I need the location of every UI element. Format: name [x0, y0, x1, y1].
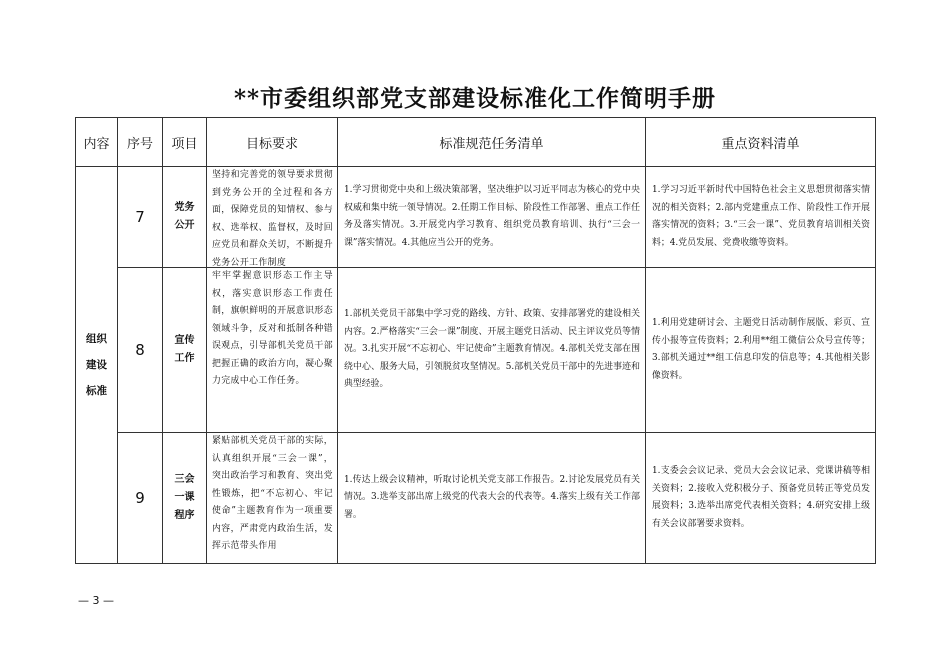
docs-cell: [646, 433, 876, 564]
item-label-line: 三会: [174, 474, 195, 485]
tasks-text: 1.学习贯彻党中央和上级决策部署，坚决维护以习近平同志为核心的党中央权威和集中统一领导情况。2.任期工作目标、阶段性工作部署、重点工作任务及落实情况。3.开展党内学习教育、组织党员教育培训、执行“三会一课”落实情况。4.其他应当公开的党务。: [344, 185, 640, 248]
item-cell: [163, 167, 207, 268]
table-row: [76, 433, 876, 564]
tasks-text: 1.部机关党员干部集中学习党的路线、方针、政策、安排部署党的建设相关内容。2.严格落实“三会一课”制度、开展主题党日活动、民主评议党员等情况。3.扎实开展“不忘初心、牢记使命”主题教育情况。4.部机关党支部在围绕中心、服务大局，引领脱贫攻坚情况。5.部机关党员干部中的先进事迹和典型经验。: [344, 309, 640, 390]
goal-text: 紧贴部机关党员干部的实际，认真组织开展“三会一课”，突出政治学习和教育、突出党性锻炼，把“不忘初心、牢记使命”主题教育作为一项重要内容，严肃党内政治生活，发挥示范带头作用: [212, 436, 333, 551]
table-header-row: [76, 118, 876, 167]
goal-cell: [207, 433, 338, 564]
tasks-cell: [338, 433, 646, 564]
item-label-line: 工作: [174, 353, 195, 364]
tasks-cell: [338, 167, 646, 268]
goal-text: 牢牢掌握意识形态工作主导权，落实意识形态工作责任制，旗帜鲜明的开展意识形态领域斗争，反对和抵制各种错误观点，引导部机关党员干部把握正确的政治方向，凝心聚力完成中心工作任务。: [212, 271, 333, 386]
page-number: — 3 —: [78, 594, 114, 607]
item-label-line: 程序: [174, 510, 195, 521]
row-number: 8: [118, 268, 163, 433]
group-label-cell: [76, 167, 118, 564]
item-label-line: 公开: [174, 220, 195, 231]
table-row: [76, 167, 876, 268]
goal-cell: [207, 167, 338, 268]
header-tasks: 标准规范任务清单: [338, 118, 646, 167]
row-number: 7: [118, 167, 163, 268]
item-cell: [163, 433, 207, 564]
tasks-cell: [338, 268, 646, 433]
item-label-line: 一课: [174, 492, 195, 503]
goal-cell: [207, 268, 338, 433]
group-label-line: 标准: [86, 385, 107, 397]
row-number: 9: [118, 433, 163, 564]
page-title: **市委组织部党支部建设标准化工作简明手册: [233, 85, 717, 112]
docs-cell: [646, 268, 876, 433]
item-label-line: 宣传: [174, 335, 195, 346]
group-label-line: 组织: [86, 333, 107, 345]
header-no: 序号: [118, 118, 163, 167]
table-row: [76, 268, 876, 433]
header-content: 内容: [76, 118, 118, 167]
header-item: 项目: [163, 118, 207, 167]
docs-text: 1.支委会会议记录、党员大会会议记录、党课讲稿等相关资料；2.接收入党积极分子、预备党员转正等党员发展资料；3.选举出席党代表相关资料；4.研究安排上级有关会议部署要求资料。: [652, 466, 870, 529]
item-cell: [163, 268, 207, 433]
tasks-text: 1.传达上级会议精神，听取讨论机关党支部工作报告。2.讨论发展党员有关情况。3.选举支部出席上级党的代表大会的代表等。4.落实上级有关工作部署。: [344, 474, 640, 520]
group-label-line: 建设: [86, 359, 107, 371]
standards-table: [75, 117, 876, 564]
item-label-line: 党务: [174, 202, 195, 213]
docs-text: 1.利用党建研讨会、主题党日活动制作展版、彩页、宣传小报等宣传资料；2.利用**组工微信公众号宣传等；3.部机关通过**组工信息印发的信息等；4.其他相关影像资料。: [652, 318, 870, 381]
header-goal: 目标要求: [207, 118, 338, 167]
docs-cell: [646, 167, 876, 268]
docs-text: 1.学习习近平新时代中国特色社会主义思想贯彻落实情况的相关资料；2.部内党建重点工作、阶段性工作开展落实情况的资料；3.“三会一课”、党员教育培训相关资料；4.党员发展、党费收缴等资料。: [652, 185, 870, 248]
header-docs: 重点资料清单: [646, 118, 876, 167]
goal-text: 坚持和完善党的领导要求贯彻到党务公开的全过程和各方面，保障党员的知情权、参与权、选举权、监督权，及时回应党员和群众关切，不断提升党务公开工作制度: [212, 170, 333, 267]
